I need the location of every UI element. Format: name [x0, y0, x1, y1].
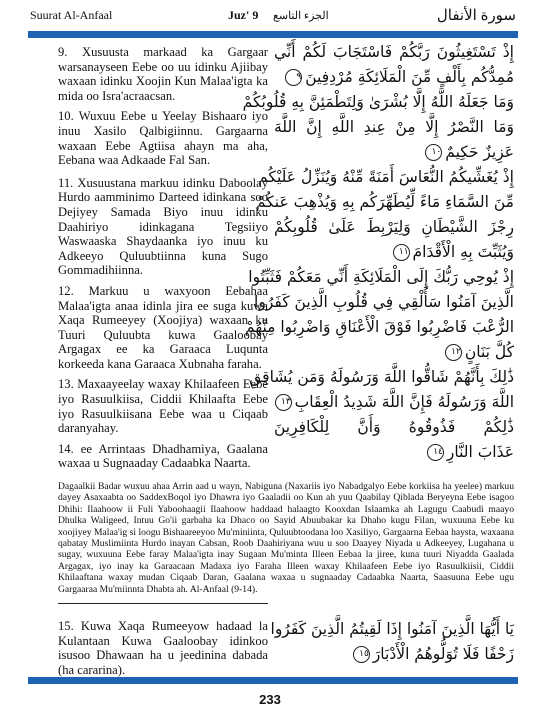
arabic-verse-line [274, 140, 514, 165]
ayah-number-marker: ١٣ [275, 394, 292, 411]
arabic-verse-text: إِذْ يُغَشِّيكُمُ النُّعَاسَ أَمَنَةً مِّنْهُ وَيُنَزِّلُ عَلَيْكُم [258, 168, 514, 186]
footnote-rule [58, 603, 268, 604]
juz-label-arabic: الجزء التاسع [273, 10, 329, 22]
page-header [30, 8, 516, 26]
arabic-verse-text: يَا أَيُّهَا الَّذِينَ آمَنُوا إِذَا لَقِيتُمُ الَّذِينَ كَفَرُوا [270, 620, 514, 638]
arabic-verse-text: ذَٰلِكَ بِأَنَّهُمْ شَاقُّوا اللَّهَ وَرَسُولَهُ وَمَن يُشَاقِقِ [249, 368, 514, 386]
verse-number: 15. [58, 619, 74, 633]
verse-text: Xusuusta markaad ka Gargaar warsanayseen Eebe oo uu idinku Ajiibay waxaan idinku Xoojin Kun Malaa'igta ka mida oo Isra'acraacsan. [58, 45, 268, 103]
arabic-verse-line [274, 40, 514, 65]
arabic-verse-line [274, 240, 514, 265]
arabic-verse-line [258, 165, 514, 190]
arabic-verse-text: وَمَا جَعَلَهُ اللَّهُ إِلَّا بُشْرَىٰ وَلِتَطْمَئِنَّ بِهِ قُلُوبُكُمْ [242, 93, 514, 111]
arabic-verse-text: الرُّعْبَ فَاضْرِبُوا فَوْقَ الْأَعْنَاقِ وَاضْرِبُوا مِنْهُمْ [245, 318, 514, 336]
arabic-verse-line [274, 440, 514, 465]
commentary-footnote: Dagaalkii Badar wuxuu ahaa Arrin aad u wayn, Nabiguna (Naxariis iyo Nabadgalyo Eebe korkiisa ha yeelee) markuu dayey Asaxaabta oo SaddexBoqol iyo Dhawra iyo Gaaladii oo Kun ah yuu Qaabilay Qiblada Beryeyna Eebe isagoo Dhihi: Ilaahoow ii Fuli Yaboohaagii Ilaahoow haddaad halaagto Kooxdan Islaamka ah Lagugu Caabudi maayo Dhulka Waligeed, Intuu Go'ii garbaha ka Dhaco oo Sayid Abuubakar ka Dhaho kugu Filan, wuxuuna Eebe ku xoojiyey Malaa'ig si loogu Bishaareeyoo Mu'miniinta, Quluubtoodana loo Xasiliyo, Gargaarna Eebaa haysta, waxaana qabatay Muslimiinta Hurdo inayan Cabsan, Roob Daahiriyana wuu u soo Daayey Niyada u Adkeeyey, Lugahana u sugay, wuxuuna Eebe faray Malaa'igta inay Sugaan Mu'minta Illeen Eebaa la jiree, kuna tuuri Niyadda Gaalada Argagax, iyo inay ka Garaacaan Madaxa iyo Faraha Illeen waxay Khilaafeen Eebe iyo Rasuulkiisii, Ciddii Khilaaftana waxay mudan Ciqaab Daran, Gaalana waxaa u sugnaaday Cadaabka Naarta, Saasuuna Eebe ugu Gargaaraa Mu'miinnta Dhabta ah. Al-Anfaal (9-14). [58, 481, 514, 595]
verse-number: 9. [58, 45, 68, 59]
ayah-number-marker: ١٥ [353, 646, 370, 663]
ayah-number-marker: ١٤ [427, 444, 444, 461]
arabic-verse-text: وَيُثَبِّتَ بِهِ الْأَقْدَامَ [412, 243, 514, 261]
ayah-number-marker: ١١ [393, 244, 410, 261]
verse-number: 12. [58, 283, 74, 298]
arabic-verse-line [270, 617, 514, 642]
arabic-verse-text: عَذَابَ النَّارِ [446, 443, 514, 461]
arabic-verse-line [274, 215, 514, 240]
arabic-verses-bottom [270, 617, 514, 667]
verse-number: 10. [58, 109, 74, 124]
arabic-verse-text: رِجْزَ الشَّيْطَانِ وَلِيَرْبِطَ عَلَىٰ قُلُوبِكُمْ [274, 218, 514, 236]
verse-translation [58, 45, 268, 103]
arabic-verse-line [274, 390, 514, 415]
arabic-verse-text: إِذْ يُوحِي رَبُّكَ إِلَى الْمَلَائِكَةِ أَنِّي مَعَكُمْ فَثَبِّتُوا [248, 268, 514, 286]
arabic-verse-line [248, 265, 514, 290]
ayah-number-marker: ٩ [285, 69, 302, 86]
arabic-verse-line [274, 340, 514, 365]
verse-translation [58, 377, 268, 435]
somali-translation-column [58, 45, 268, 477]
arabic-verse-text: مُمِدُّكُم بِأَلْفٍ مِّنَ الْمَلَائِكَةِ مُرْدِفِينَ [305, 68, 514, 86]
verse-text: Wuxuu Eebe u Yeelay Bishaaro iyo inuu Xasilo Qalbigiinnu. Gargaarna waxaan Eebe Agtiisa ahayn ma aha, Eebana waa Adkaade Fal San. [58, 109, 268, 168]
ayah-number-marker: ١٢ [445, 344, 462, 361]
arabic-verse-text: الَّذِينَ آمَنُوا سَأُلْقِي فِي قُلُوبِ الَّذِينَ كَفَرُوا [254, 293, 514, 311]
verse-text: Kuwa Xaqa Rumeeyow hadaad la Kulantaan Kuwa Gaaloobay idinkoo isusoo Dhawaan ha u jeedinina dabada (ha cararina). [58, 619, 268, 677]
arabic-verse-text: كُلَّ بَنَانٍ [464, 343, 514, 361]
verse-translation [58, 442, 268, 471]
arabic-verse-text: عَزِيزٌ حَكِيمٌ [445, 143, 514, 161]
verse-translation [58, 176, 268, 278]
arabic-verse-text: مِّنَ السَّمَاءِ مَاءً لِّيُطَهِّرَكُم بِهِ وَيُذْهِبَ عَنكُمْ [255, 193, 514, 211]
arabic-verse-text: وَمَا النَّصْرُ إِلَّا مِنْ عِندِ اللَّهِ إِنَّ اللَّهَ [274, 118, 514, 136]
verse-text: Markuu u waxyoon Eebahaa Malaa'igta anaa idinla jira ee suga kuwa Xaqa Rumeeyey (Xoojiya) waxaan ku Tuuri Quluubta kuwa Gaaloobay Argagax ee ka Garaaca Luqunta korkeeda kana Garaaca Xubnaha faraha. [58, 283, 268, 371]
arabic-verse-line [242, 90, 514, 115]
arabic-verse-line [274, 65, 514, 90]
arabic-verse-line [245, 315, 514, 340]
surah-title-arabic: سورة الأنفال [436, 8, 516, 24]
verse-number: 11. [58, 175, 74, 190]
arabic-verse-line [249, 365, 514, 390]
arabic-verses-column [242, 40, 514, 465]
verse-translation [58, 284, 268, 372]
verse-text: Xusuustana markuu idinku Daboolay Hurdo aamminimo Darteed idinkana soo Dejiyey Samada Biyo inuu idinku Daahiriyo idinkagana Tegsiiyo Waswaaska Shaydaanka iyo inuu ku Adkeeyo Quluubtiinna kuna Sugo Gommadihiinna. [58, 175, 268, 278]
juz-label: Juz' 9 [228, 8, 259, 22]
arabic-verse-text: زَحْفًا فَلَا تُوَلُّوهُمُ الْأَدْبَارَ [372, 645, 514, 663]
arabic-verse-line [274, 642, 514, 667]
ayah-number-marker: ١٠ [425, 144, 442, 161]
verse-number: 13. [58, 377, 74, 392]
verse-translation [58, 619, 268, 677]
verse-text: Maxaayeelay waxay Khilaafeen Eebe iyo Rasuulkiisa, Ciddii Khilaafta Eebe iyo Rasuulkiisana Eebe waa u Ciqaab daranyahay. [58, 377, 268, 436]
top-divider-bar [28, 31, 518, 38]
arabic-verse-text: اللَّهَ وَرَسُولَهُ فَإِنَّ اللَّهَ شَدِيدُ الْعِقَابِ [294, 393, 514, 411]
arabic-verse-text: ذَٰلِكُمْ فَذُوقُوهُ وَأَنَّ لِلْكَافِرِينَ [274, 418, 514, 436]
arabic-verse-line [274, 415, 514, 440]
arabic-verse-line [255, 190, 514, 215]
verse-translation [58, 109, 268, 167]
page-number: 233 [259, 692, 281, 707]
somali-translation-bottom [58, 619, 268, 683]
arabic-verse-line [254, 290, 514, 315]
arabic-verse-line [274, 115, 514, 140]
verse-text: ee Arrintaas Dhadhamiya, Gaalana waxaa u Sugnaaday Cadaabka Naarta. [58, 441, 268, 471]
verse-number: 14. [58, 441, 74, 456]
surah-title-english: Suurat Al-Anfaal [30, 8, 113, 22]
bottom-divider-bar [28, 677, 518, 684]
arabic-verse-text: إِذْ تَسْتَغِيثُونَ رَبَّكُمْ فَاسْتَجَابَ لَكُمْ أَنِّي [274, 43, 514, 61]
